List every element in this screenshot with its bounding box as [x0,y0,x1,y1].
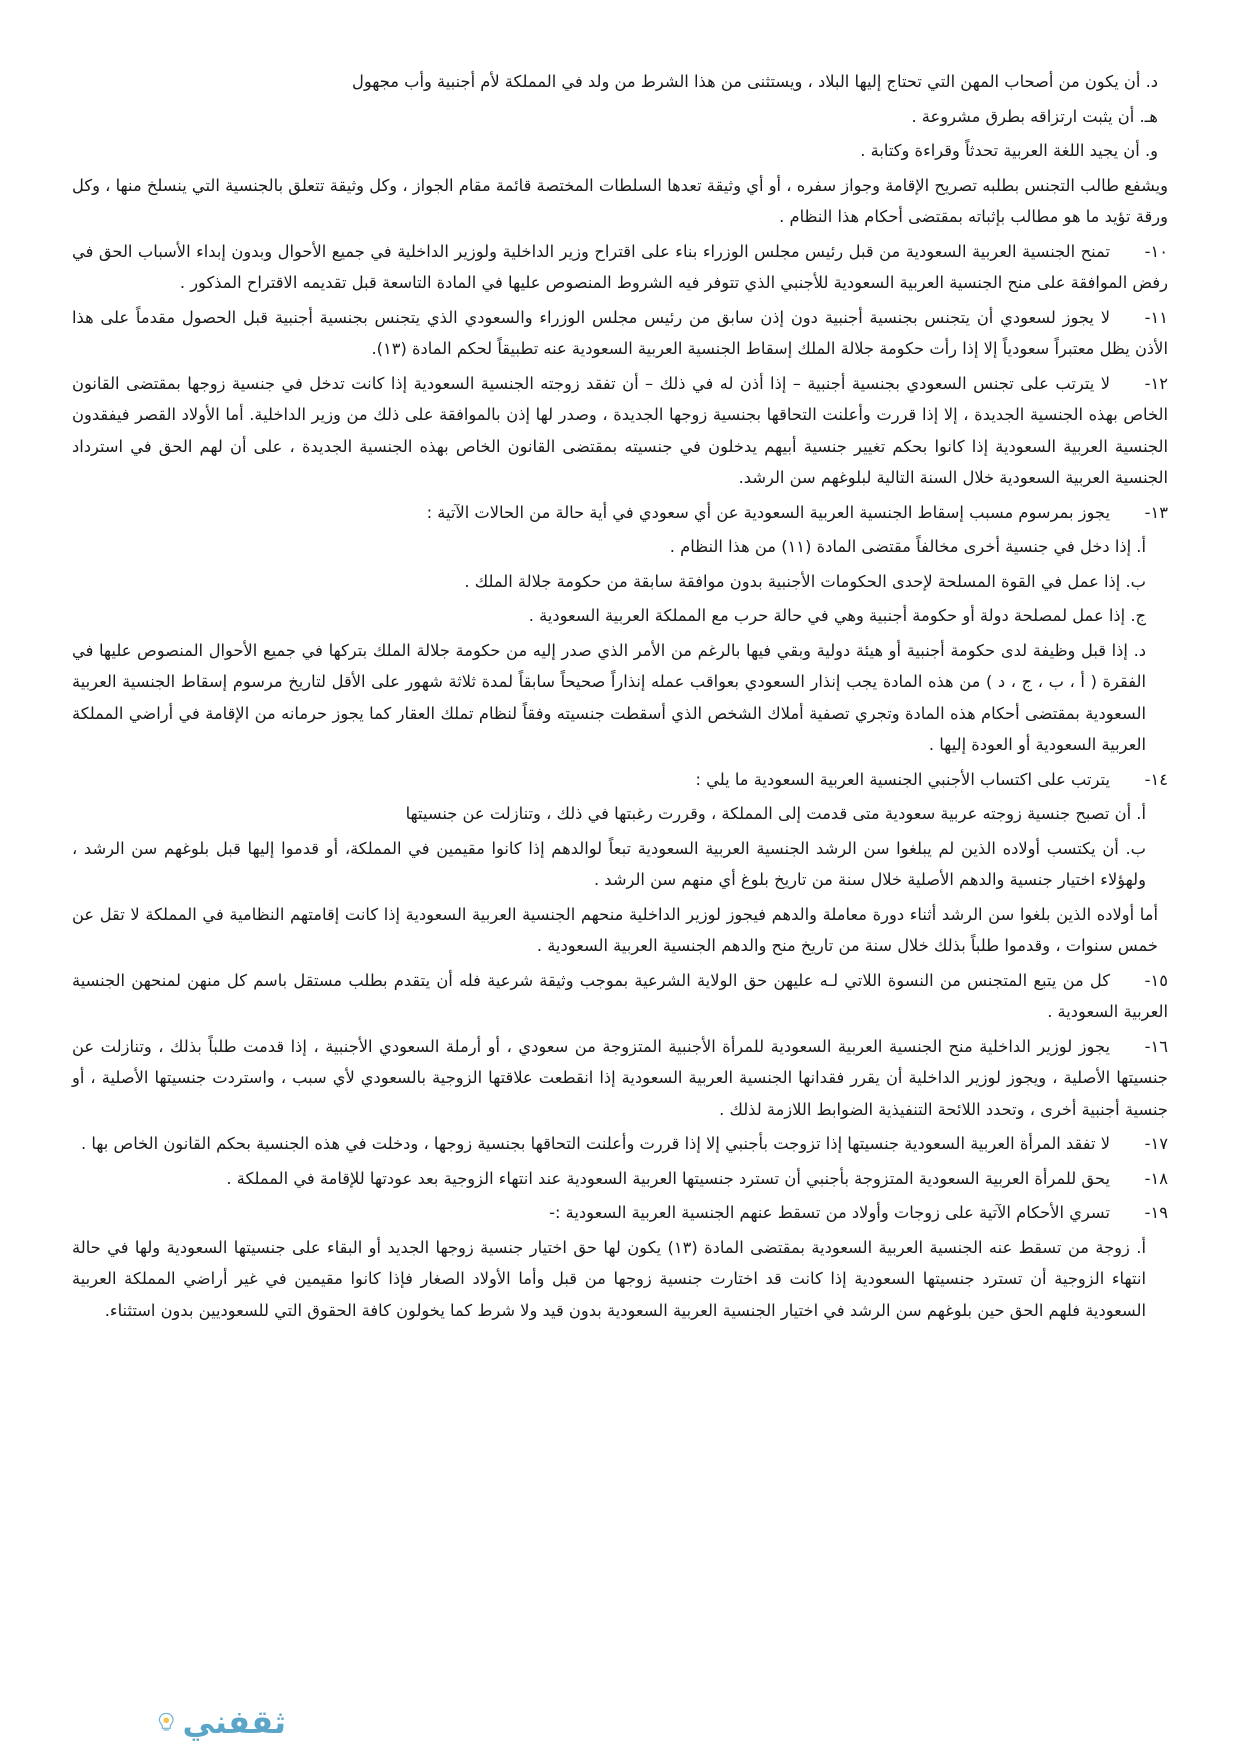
paragraph-p21 [72,1197,1168,1229]
article-number: ١٢- [1144,373,1168,393]
paragraph-text: ج. إذا عمل لمصلحة دولة أو حكومة أجنبية وهي في حالة حرب مع المملكة العربية السعودية . [528,606,1146,625]
paragraph-p14 [72,798,1168,830]
paragraph-text: د. إذا قبل وظيفة لدى حكومة أجنبية أو هيئة دولية وبقي فيها بالرغم من الأمر الذي صدر إليه من حكومة جلالة الملك بتركها في جميع الأحوال المنصوص عليها في الفقرة ( أ ، ب ، ج ، د ) من هذه المادة يجب إنذار السعودي بعواقب عمله إنذاراً صحيحاً سابقاً لمدة ثلاثة شهور على الأقل لتاريخ مرسوم إسقاط الجنسية العربية السعودية بمقتضى أحكام هذه المادة وتجري تصفية أملاك الشخص الذي أسقطت جنسيته وفقاً لنظام تملك العقار كما يجوز حرمانه من الإقامة في أراضي المملكة العربية السعودية أو العودة إليها . [72,640,1146,754]
article-number: ١٧- [1144,1134,1168,1153]
paragraph-text: ب. أن يكتسب أولاده الذين لم يبلغوا سن الرشد الجنسية العربية السعودية تبعاً لوالدهم إذا كانوا مقيمين في المملكة، أو قدموا إليها قبل بلوغهم سن الرشد ، ولهؤلاء اختيار جنسية والدهم الأصلية خلال سنة من تاريخ بلوغ أي منهم سن الرشد . [72,838,1146,889]
article-number: ١١- [1144,307,1168,327]
paragraph-text: أ. إذا دخل في جنسية أخرى مخالفاً مقتضى المادة (١١) من هذا النظام . [669,537,1146,556]
watermark-text: ثقفني [182,1703,286,1741]
paragraph-text: يجوز لوزير الداخلية منح الجنسية العربية السعودية للمرأة الأجنبية المتزوجة من سعودي ، أو أرملة السعودي الأجنبية ، إذا قدمت طلباً بذلك ، وتنازلت عن جنسيتها الأصلية ، ويجوز لوزير الداخلية أن يقرر فقدانها الجنسية العربية السعودية إذا انقطعت علاقتها الزوجية بالسعودي لأي سبب ، واستردت جنسيتها الأصلية ، أو جنسية أجنبية أخرى ، وتحدد اللائحة التنفيذية الضوابط اللازمة لذلك . [72,1036,1168,1119]
article-number: ١٠- [1144,241,1168,261]
paragraph-text: ويشفع طالب التجنس بطلبه تصريح الإقامة وجواز سفره ، أو أي وثيقة تعدها السلطات المختصة قائمة مقام الجواز ، وكل وثيقة تتعلق بالجنسية التي ينسلخ منها ، وكل ورقة تؤيد ما هو مطالب بإثباته بمقتضى أحكام هذا النظام . [72,175,1168,226]
paragraph-text: أما أولاده الذين بلغوا سن الرشد أثناء دورة معاملة والدهم فيجوز لوزير الداخلية منحهم الجنسية العربية السعودية إذا كانت إقامتهم النظامية في المملكة لا تقل عن خمس سنوات ، وقدموا طلباً بذلك خلال سنة من تاريخ منح والدهم الجنسية العربية السعودية . [72,904,1158,955]
paragraph-text: تمنح الجنسية العربية السعودية من قبل رئيس مجلس الوزراء بناء على اقتراح وزير الداخلية ولوزير الداخلية في جميع الأحوال وبدون إبداء الأسباب الحق في رفض الموافقة على منح الجنسية العربية السعودية للأجنبي الذي تتوفر فيه الشروط المنصوص عليها في المادة التاسعة قبل تقديمه الاقتراح المذكور . [72,241,1168,292]
paragraph-text: لا يترتب على تجنس السعودي بجنسية أجنبية – إذا أذن له في ذلك – أن تفقد زوجته الجنسية السعودية إذا كانت تدخل في جنسية زوجها بمقتضى القانون الخاص بهذه الجنسية الجديدة ، إلا إذا قررت وأعلنت التحاقها بجنسية زوجها الجديدة ، وصدر لها إذن بالموافقة على ذلك من وزير الداخلية. أما الأولاد القصر فيفقدون الجنسية العربية السعودية إذا كانوا بحكم تغيير جنسية أبيهم يدخلون في جنسيته بمقتضى القانون الخاص بهذه الجنسية الجديدة ، على أن لهم الحق في استرداد الجنسية العربية السعودية خلال السنة التالية لبلوغهم سن الرشد. [72,373,1168,487]
paragraph-text: يجوز بمرسوم مسبب إسقاط الجنسية العربية السعودية عن أي سعودي في أية حالة من الحالات الآتية : [426,502,1110,522]
paragraph-p18 [72,1031,1168,1126]
paragraph-p20 [72,1163,1168,1195]
paragraph-p5 [72,236,1168,299]
paragraph-text: ب. إذا عمل في القوة المسلحة لإحدى الحكومات الأجنبية بدون موافقة سابقة من حكومة جلالة الملك . [464,571,1146,591]
paragraph-text: تسري الأحكام الآتية على زوجات وأولاد من تسقط عنهم الجنسية العربية السعودية :- [549,1203,1110,1222]
paragraph-p12 [72,635,1168,761]
paragraph-p7 [72,368,1168,494]
paragraph-p15 [72,833,1168,896]
paragraph-p1 [72,66,1168,98]
paragraph-text: و. أن يجيد اللغة العربية تحدثاً وقراءة وكتابة . [860,141,1158,160]
paragraph-p22 [72,1232,1168,1327]
paragraph-text: هـ. أن يثبت ارتزاقه بطرق مشروعة . [911,106,1158,126]
article-number: ١٨- [1144,1168,1168,1188]
watermark-logo [156,1700,286,1744]
paragraph-p3 [72,135,1168,167]
paragraph-text: أ. زوجة من تسقط عنه الجنسية العربية السعودية بمقتضى المادة (١٣) يكون لها حق اختيار جنسية زوجها الجديد أو البقاء على جنسيتها السعودية ولها في حالة انتهاء الزوجية أن تسترد جنسيتها السعودية إذا كانت قد اختارت جنسية زوجها من قبل وأما الأولاد الصغار فإذا كانوا مقيمين في غير أراضي المملكة العربية السعودية فلهم الحق حين بلوغهم سن الرشد في اختيار الجنسية العربية السعودية بدون قيد ولا شرط كما يخولون كافة الحقوق التي للسعوديين بدون استثناء. [72,1237,1146,1320]
paragraph-p6 [72,302,1168,365]
paragraph-text: د. أن يكون من أصحاب المهن التي تحتاج إليها البلاد ، ويستثنى من هذا الشرط من ولد في المملكة لأم أجنبية وأب مجهول [352,72,1158,91]
article-number: ١٣- [1144,502,1168,522]
paragraph-text: لا تفقد المرأة العربية السعودية جنسيتها إذا تزوجت بأجنبي إلا إذا قررت وأعلنت التحاقها بجنسية زوجها ، ودخلت في هذه الجنسية بحكم القانون الخاص بها . [80,1134,1110,1153]
paragraph-text: كل من يتبع المتجنس من النسوة اللاتي لـه عليهن حق الولاية الشرعية بموجب وثيقة شرعية فله أن يتقدم بطلب مستقل باسم كل منهن لمنحهن الجنسية العربية السعودية . [72,970,1168,1021]
paragraph-p2 [72,101,1168,133]
paragraph-p9 [72,531,1168,563]
article-number: ١٩- [1144,1203,1168,1222]
paragraph-p13 [72,764,1168,796]
paragraph-text: يترتب على اكتساب الأجنبي الجنسية العربية السعودية ما يلي : [695,769,1110,789]
paragraph-p16 [72,899,1168,962]
paragraph-p17 [72,965,1168,1028]
paragraph-p10 [72,566,1168,598]
paragraph-p11 [72,600,1168,632]
paragraph-p19 [72,1128,1168,1160]
paragraph-p4 [72,170,1168,233]
article-number: ١٦- [1144,1036,1168,1056]
paragraph-p8 [72,497,1168,529]
paragraph-text: أ. أن تصبح جنسية زوجته عربية سعودية متى قدمت إلى المملكة ، وقررت رغبتها في ذلك ، وتنازلت عن جنسيتها [405,804,1146,823]
lightbulb-icon [156,1704,176,1740]
article-number: ١٤- [1144,769,1168,789]
article-number: ١٥- [1144,970,1168,990]
document-body [72,66,1168,1329]
paragraph-text: لا يجوز لسعودي أن يتجنس بجنسية أجنبية دون إذن سابق من رئيس مجلس الوزراء والسعودي الذي يتجنس بجنسية أجنبية قبل الحصول مقدماً على هذا الأذن يظل معتبراً سعودياً إلا إذا رأت حكومة جلالة الملك إسقاط الجنسية العربية السعودية عنه تطبيقاً لحكم المادة (١٣). [72,307,1168,358]
paragraph-text: يحق للمرأة العربية السعودية المتزوجة بأجنبي أن تسترد جنسيتها العربية السعودية عند انتهاء الزوجية بعد عودتها للإقامة في المملكة . [226,1168,1110,1188]
